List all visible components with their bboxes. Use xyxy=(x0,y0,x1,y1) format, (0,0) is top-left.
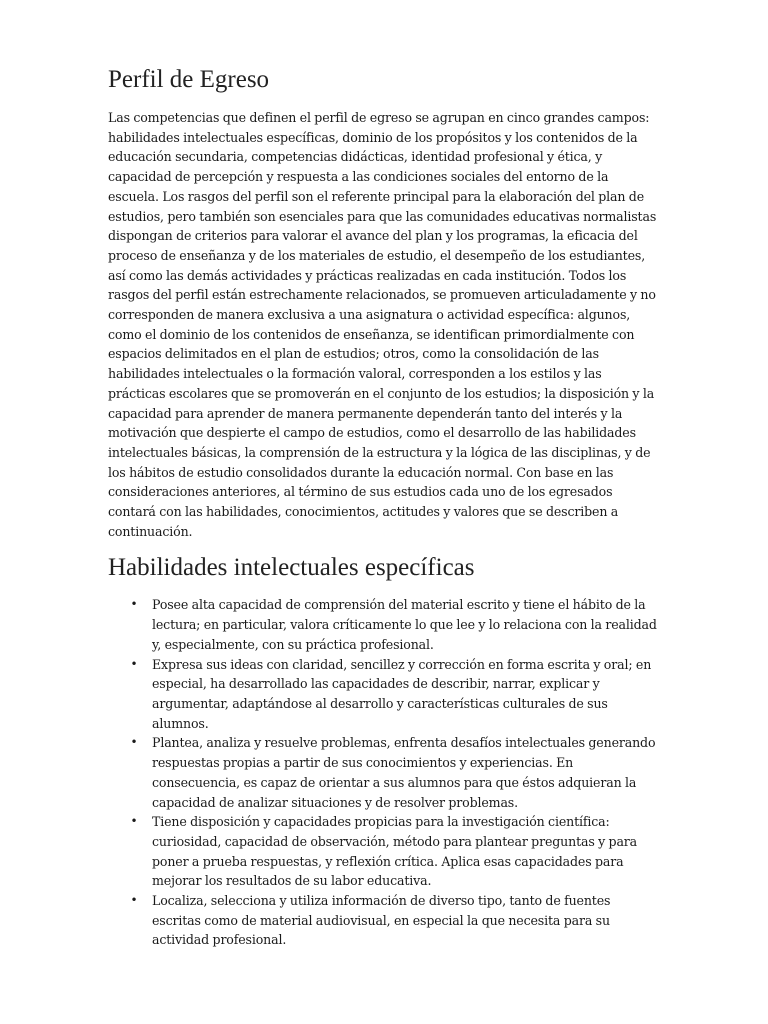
bullet-icon: • xyxy=(130,814,138,829)
intro-paragraph: Las competencias que definen el perfil de egreso se agrupan en cinco grandes campos: habilidades intelectuales específicas, dominio de los propósitos y los contenidos de la educación secundaria, competencias didácticas, identidad profesional y ética, y capacidad de percepción y respuesta a las condiciones sociales del entorno de la escuela. Los rasgos del perfil son el referente principal para la elaboración del plan de estudios, pero también son esenciales para que las comunidades educativas normalistas dispongan de criterios para valorar el avance del plan y los programas, la eficacia del proceso de enseñanza y de los materiales de estudio, el desempeño de los estudiantes, así como las demás actividades y prácticas realizadas en cada institución. Todos los rasgos del perfil están estrechamente relacionados, se promueven articuladamente y no corresponden de manera exclusiva a una asignatura o actividad específica: algunos, como el dominio de los contenidos de enseñanza, se identifican primordialmente con espacios delimitados en el plan de estudios; otros, como la consolidación de las habilidades intelectuales o la formación valoral, corresponden a los estilos y las prácticas escolares que se promoverán en el conjunto de los estudios; la disposición y la capacidad para aprender de manera permanente dependerán tanto del interés y la motivación que despierte el campo de estudios, como el desarrollo de las habilidades intelectuales básicas, la comprensión de la estructura y la lógica de las disciplinas, y de los hábitos de estudio consolidados durante la educación normal. Con base en las consideraciones anteriores, al término de sus estudios cada uno de los egresados contará con las habilidades, conocimientos, actitudes y valores que se describen a continuación. xyxy=(108,110,657,539)
list-item-text: Plantea, analiza y resuelve problemas, enfrenta desafíos intelectuales generando respuestas propias a partir de sus conocimientos y experiencias. En consecuencia, es capaz de orientar a sus alumnos para que éstos adquieran la capacidad de analizar situaciones y de resolver problemas. xyxy=(152,735,656,810)
list-item-text: Expresa sus ideas con claridad, sencillez y corrección en forma escrita y oral; en especial, ha desarrollado las capacidades de describir, narrar, explicar y argumentar, adaptándose al desarrollo y características culturales de sus alumnos. xyxy=(152,656,652,731)
bullet-icon: • xyxy=(130,735,138,750)
list-item xyxy=(130,812,658,891)
list-item-text: Tiene disposición y capacidades propicias para la investigación científica: curiosidad, capacidad de observación, método para plantear preguntas y para poner a prueba respuestas, y reflexión crítica. Aplica esas capacidades para mejorar los resultados de su labor educativa. xyxy=(152,814,638,889)
skills-list xyxy=(108,595,658,950)
bullet-icon: • xyxy=(130,597,138,612)
bullet-icon: • xyxy=(130,893,138,908)
bullet-icon: • xyxy=(130,656,138,671)
section-title-habilidades: Habilidades intelectuales específicas xyxy=(108,554,475,582)
list-item-text: Posee alta capacidad de comprensión del material escrito y tiene el hábito de la lectura; en particular, valora críticamente lo que lee y lo relaciona con la realidad y, especialmente, con su práctica profesional. xyxy=(152,597,657,652)
list-item xyxy=(130,595,658,654)
list-item xyxy=(130,891,658,950)
list-item-text: Localiza, selecciona y utiliza información de diverso tipo, tanto de fuentes escritas como de material audiovisual, en especial la que necesita para su actividad profesional. xyxy=(152,893,611,948)
section-title-perfil-de-egreso: Perfil de Egreso xyxy=(108,66,270,93)
list-item xyxy=(130,733,658,812)
list-item xyxy=(130,655,658,734)
